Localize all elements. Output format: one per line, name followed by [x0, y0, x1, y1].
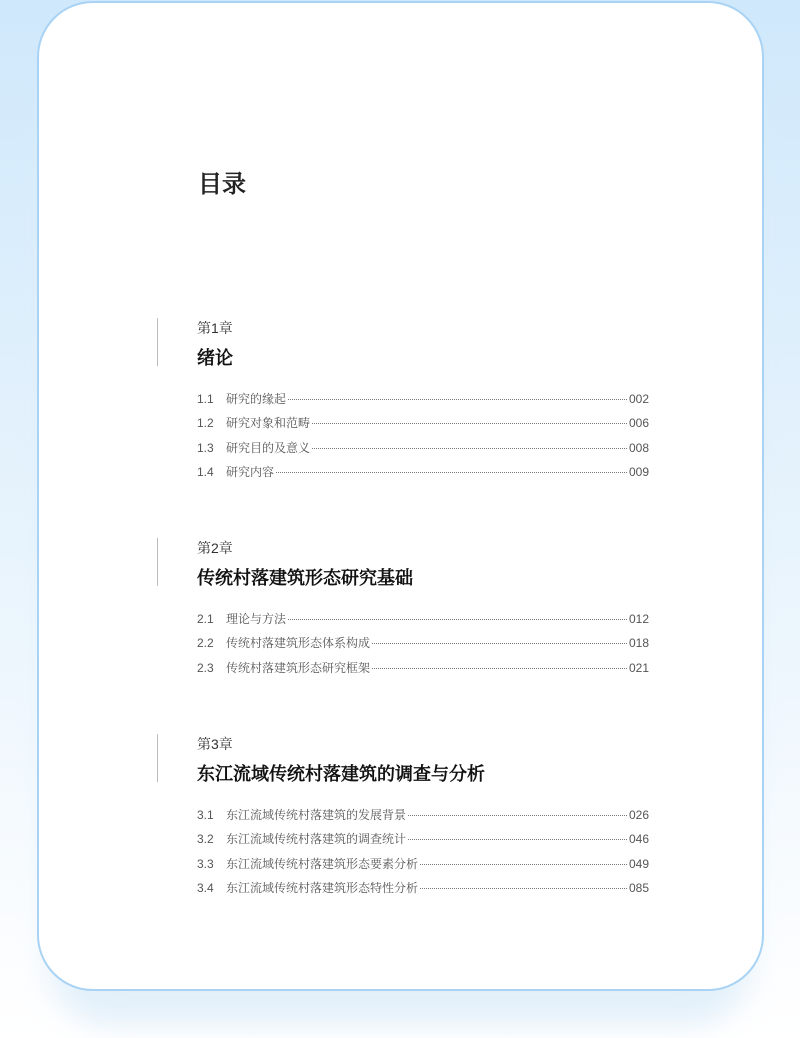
- section-title: 研究的缘起: [226, 392, 287, 406]
- dot-leader: [372, 643, 627, 644]
- section-title: 理论与方法: [226, 612, 287, 626]
- page-number: 021: [628, 660, 649, 675]
- dot-leader: [420, 888, 627, 889]
- dot-leader: [408, 839, 627, 840]
- page-number: 046: [628, 832, 649, 847]
- toc-entry[interactable]: [197, 390, 649, 414]
- chapter-divider: [157, 318, 158, 366]
- toc-entry[interactable]: [197, 634, 649, 658]
- section-number: 1.3: [197, 440, 214, 455]
- section-number: 3.4: [197, 880, 214, 895]
- toc-entry[interactable]: [197, 855, 649, 879]
- dot-leader: [312, 448, 627, 449]
- dot-leader: [312, 423, 627, 424]
- page-number: 049: [628, 856, 649, 871]
- chapter-divider: [157, 538, 158, 586]
- section-number: 1.2: [197, 416, 214, 431]
- dot-leader: [408, 815, 627, 816]
- section-number: 2.2: [197, 636, 214, 651]
- chapter-divider: [157, 734, 158, 782]
- page-number: 002: [628, 392, 649, 406]
- section-number: 3.1: [197, 808, 214, 822]
- section-title: 研究内容: [226, 464, 275, 479]
- section-title: 东江流域传统村落建筑的发展背景: [226, 808, 407, 822]
- chapter-title[interactable]: 东江流域传统村落建筑的调查与分析: [197, 764, 485, 785]
- toc-entry[interactable]: [197, 610, 649, 634]
- section-title: 东江流域传统村落建筑形态要素分析: [226, 856, 419, 871]
- toc-title: 目录: [198, 169, 246, 198]
- dot-leader: [288, 399, 627, 400]
- page-number: 012: [628, 612, 649, 626]
- section-number: 1.1: [197, 392, 214, 406]
- page-number: 009: [628, 464, 649, 479]
- page-number: 008: [628, 440, 649, 455]
- dot-leader: [420, 864, 627, 865]
- toc-entry[interactable]: [197, 659, 649, 683]
- section-title: 传统村落建筑形态体系构成: [226, 636, 371, 651]
- section-number: 2.1: [197, 612, 214, 626]
- section-title: 东江流域传统村落建筑的调查统计: [226, 832, 407, 847]
- toc-entry[interactable]: [197, 414, 649, 438]
- dot-leader: [276, 472, 627, 473]
- toc-entry[interactable]: [197, 879, 649, 903]
- section-title: 研究目的及意义: [226, 440, 311, 455]
- chapter-label: 第2章: [197, 540, 233, 556]
- chapter-label: 第1章: [197, 320, 233, 336]
- dot-leader: [288, 619, 627, 620]
- toc-entry[interactable]: [197, 830, 649, 854]
- toc-entry[interactable]: [197, 439, 649, 463]
- section-title: 研究对象和范畴: [226, 416, 311, 431]
- section-title: 传统村落建筑形态研究框架: [226, 660, 371, 675]
- chapter-title[interactable]: 绪论: [197, 348, 233, 369]
- page-number: 085: [628, 880, 649, 895]
- section-number: 1.4: [197, 464, 214, 479]
- dot-leader: [372, 668, 627, 669]
- toc-entry[interactable]: [197, 806, 649, 830]
- page-number: 018: [628, 636, 649, 651]
- section-number: 3.2: [197, 832, 214, 847]
- chapter-label: 第3章: [197, 736, 233, 752]
- chapter-title[interactable]: 传统村落建筑形态研究基础: [197, 568, 413, 589]
- section-title: 东江流域传统村落建筑形态特性分析: [226, 880, 419, 895]
- section-number: 3.3: [197, 856, 214, 871]
- page-number: 006: [628, 416, 649, 431]
- page-number: 026: [628, 808, 649, 822]
- toc-entry[interactable]: [197, 463, 649, 487]
- section-number: 2.3: [197, 660, 214, 675]
